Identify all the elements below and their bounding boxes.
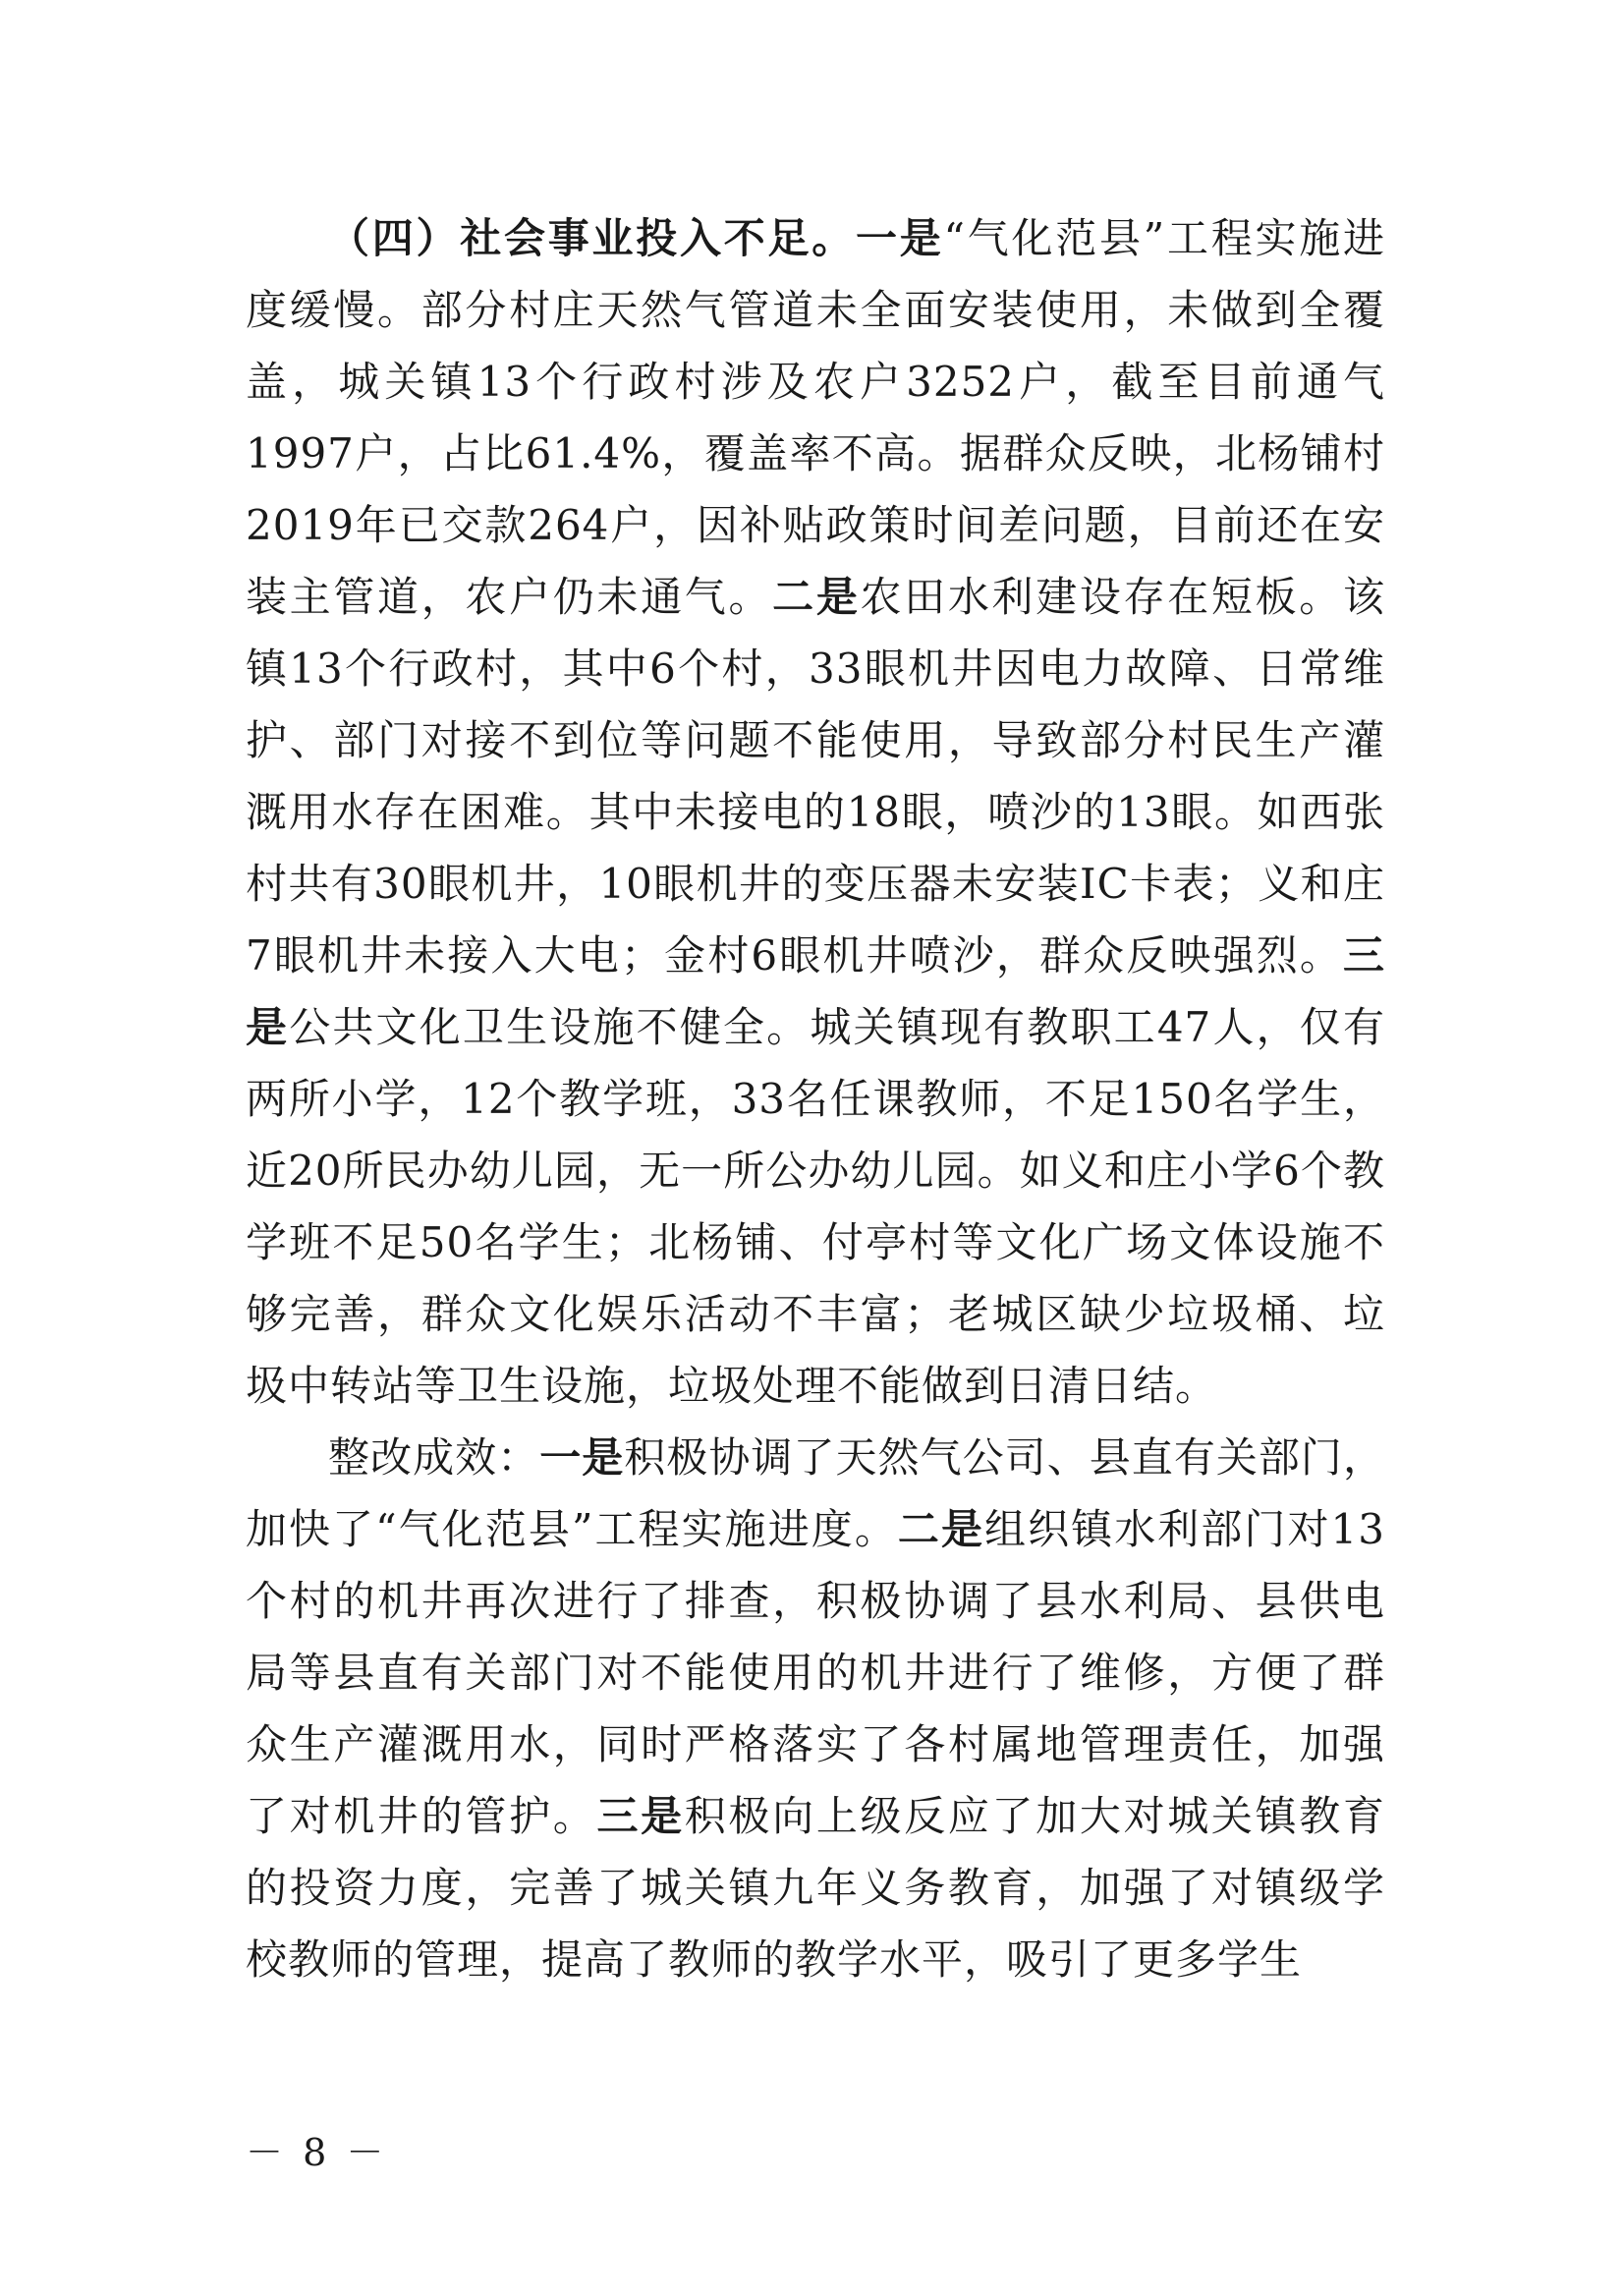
point-marker-3: 三是 bbox=[246, 931, 1385, 1051]
paragraph-rectification-results bbox=[246, 1422, 1385, 1995]
rectification-lead: 整改成效： bbox=[328, 1433, 540, 1482]
result-marker-1: 一是 bbox=[539, 1433, 625, 1482]
section-heading: （四）社会事业投入不足。 bbox=[328, 214, 857, 262]
point-text-1: “气化范县”工程实施进度缓慢。部分村庄天然气管道未全面安装使用，未做到全覆盖，城关镇13个行政村涉及农户3252户，截至目前通气1997户，占比61.4%，覆盖率不高。据群众反映，北杨铺村2019年已交款264户，因补贴政策时间差问题，目前还在安装主管道，农户仍未通气。 bbox=[246, 214, 1385, 621]
point-text-2: 农田水利建设存在短板。该镇13个行政村，其中6个村，33眼机井因电力故障、日常维护、部门对接不到位等问题不能使用，导致部分村民生产灌溉用水存在困难。其中未接电的18眼，喷沙的13眼。如西张村共有30眼机井，10眼机井的变压器未安装IC卡表；义和庄7眼机井未接入大电；金村6眼机井喷沙，群众反映强烈。 bbox=[246, 573, 1385, 980]
body-text bbox=[246, 202, 1385, 1995]
result-text-3: 积极向上级反应了加大对城关镇教育的投资力度，完善了城关镇九年义务教育，加强了对镇级学校教师的管理，提高了教师的教学水平，吸引了更多学生 bbox=[246, 1792, 1385, 1984]
result-text-1: 积极协调了天然气公司、县直有关部门，加快了“气化范县”工程实施进度。 bbox=[246, 1433, 1385, 1553]
point-text-3: 公共文化卫生设施不健全。城关镇现有教职工47人，仅有两所小学，12个教学班，33名任课教师，不足150名学生，近20所民办幼儿园，无一所公办幼儿园。如义和庄小学6个教学班不足50名学生；北杨铺、付亭村等文化广场文体设施不够完善，群众文化娱乐活动不丰富；老城区缺少垃圾桶、垃圾中转站等卫生设施，垃圾处理不能做到日清日结。 bbox=[246, 1003, 1385, 1410]
point-marker-2: 二是 bbox=[772, 573, 861, 621]
result-text-2: 组织镇水利部门对13个村的机井再次进行了排查，积极协调了县水利局、县供电局等县直有关部门对不能使用的机井进行了维修，方便了群众生产灌溉用水，同时严格落实了各村属地管理责任，加强了对机井的管护。 bbox=[246, 1505, 1385, 1840]
point-marker-1: 一是 bbox=[856, 214, 944, 262]
result-marker-2: 二是 bbox=[897, 1505, 985, 1553]
page-number: － 8 － bbox=[246, 2131, 388, 2174]
paragraph-social-undertakings bbox=[246, 202, 1385, 1422]
result-marker-3: 三是 bbox=[596, 1792, 685, 1840]
